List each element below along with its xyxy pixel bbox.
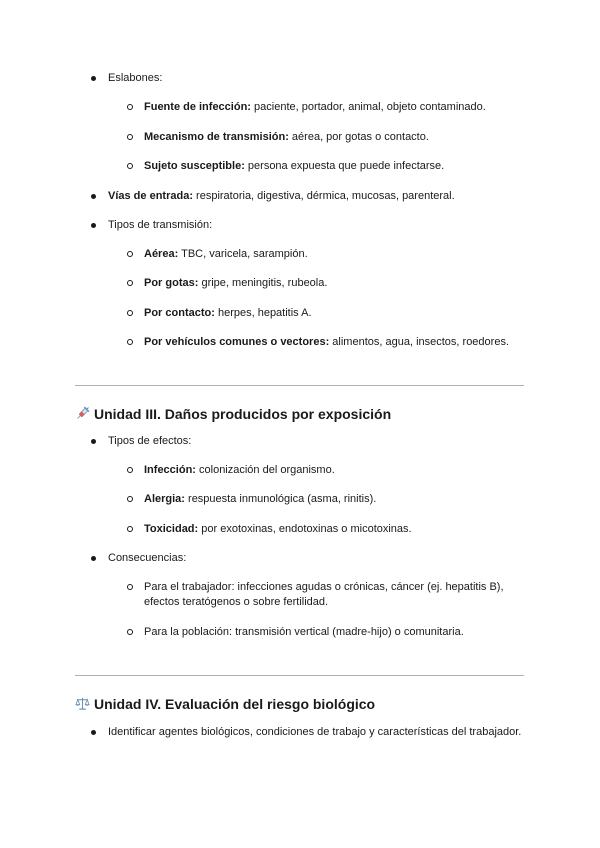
definition: persona expuesta que puede infectarse.: [244, 160, 445, 172]
list-item-vectores: [144, 335, 509, 350]
bullet-icon: [91, 439, 96, 444]
bullet-icon: [91, 730, 96, 735]
list-item-sujeto: [144, 159, 444, 174]
definition: aérea, por gotas o contacto.: [288, 131, 429, 143]
circle-bullet-icon: [127, 163, 133, 169]
list-item-poblacion: [144, 625, 464, 640]
circle-bullet-icon: [127, 104, 133, 110]
list-item-identificar: [108, 725, 521, 740]
divider: [75, 675, 524, 676]
unit3-title: Unidad III. Daños producidos por exposición: [94, 406, 392, 422]
definition: por exotoxinas, endotoxinas o micotoxinas.: [198, 523, 412, 535]
term: Alergia:: [144, 493, 185, 505]
circle-bullet-icon: [127, 467, 133, 473]
bullet-icon: [91, 556, 96, 561]
definition: herpes, hepatitis A.: [214, 307, 312, 319]
list-item-gotas: [144, 276, 327, 291]
balance-scale-icon: [75, 696, 90, 711]
syringe-icon: [75, 406, 90, 421]
list-item-fuente: [144, 100, 486, 115]
definition: alimentos, agua, insectos, roedores.: [329, 336, 509, 348]
consequence-text: Para el trabajador: infecciones agudas o crónicas, cáncer (ej. hepatitis B), efectos teratógenos o sobre fertilidad.: [144, 581, 504, 608]
term: Toxicidad:: [144, 523, 199, 535]
list-item-alergia: [144, 492, 376, 507]
definition: respuesta inmunológica (asma, rinitis).: [184, 493, 377, 505]
list-item-aerea: [144, 247, 308, 262]
term: Aérea:: [144, 248, 179, 260]
consecuencias-title: Consecuencias:: [108, 552, 187, 564]
list-item-toxicidad: [144, 522, 412, 537]
eslabones-title: Eslabones:: [108, 72, 163, 84]
unit4-title: Unidad IV. Evaluación del riesgo biológico: [94, 696, 376, 712]
bullet-icon: [91, 76, 96, 81]
list-item-contacto: [144, 306, 312, 321]
list-item-tipos-efectos: [108, 434, 191, 449]
term: Vías de entrada:: [108, 190, 193, 202]
term: Infección:: [144, 464, 196, 476]
list-item-consecuencias: [108, 551, 186, 566]
term: Por gotas:: [144, 277, 199, 289]
definition: respiratoria, digestiva, dérmica, mucosas, parenteral.: [192, 190, 455, 202]
definition: TBC, varicela, sarampión.: [178, 248, 308, 260]
circle-bullet-icon: [127, 310, 133, 316]
consequence-text: Para la población: transmisión vertical (madre-hijo) o comunitaria.: [144, 626, 464, 638]
term: Fuente de infección:: [144, 101, 251, 113]
list-item-mecanismo: [144, 130, 429, 145]
circle-bullet-icon: [127, 584, 133, 590]
term: Sujeto susceptible:: [144, 160, 245, 172]
term: Por vehículos comunes o vectores:: [144, 336, 330, 348]
item-text: Identificar agentes biológicos, condiciones de trabajo y características del trabajador.: [108, 726, 522, 738]
definition: colonización del organismo.: [195, 464, 335, 476]
definition: paciente, portador, animal, objeto contaminado.: [250, 101, 486, 113]
list-item-tipos-transmision: [108, 218, 212, 233]
bullet-icon: [91, 194, 96, 199]
divider: [75, 385, 524, 386]
list-item-vias: [108, 189, 455, 204]
circle-bullet-icon: [127, 496, 133, 502]
list-item-eslabones: [108, 71, 162, 86]
tipos-efectos-title: Tipos de efectos:: [108, 435, 192, 447]
term: Mecanismo de transmisión:: [144, 131, 289, 143]
bullet-icon: [91, 223, 96, 228]
unit4-heading: [75, 695, 375, 713]
term: Por contacto:: [144, 307, 215, 319]
definition: gripe, meningitis, rubeola.: [198, 277, 328, 289]
list-item-infeccion: [144, 463, 335, 478]
circle-bullet-icon: [127, 526, 133, 532]
circle-bullet-icon: [127, 629, 133, 635]
circle-bullet-icon: [127, 251, 133, 257]
circle-bullet-icon: [127, 280, 133, 286]
circle-bullet-icon: [127, 339, 133, 345]
circle-bullet-icon: [127, 134, 133, 140]
tipos-transmision-title: Tipos de transmisión:: [108, 219, 213, 231]
list-item-trabajador: [144, 580, 514, 610]
unit3-heading: [75, 405, 391, 423]
